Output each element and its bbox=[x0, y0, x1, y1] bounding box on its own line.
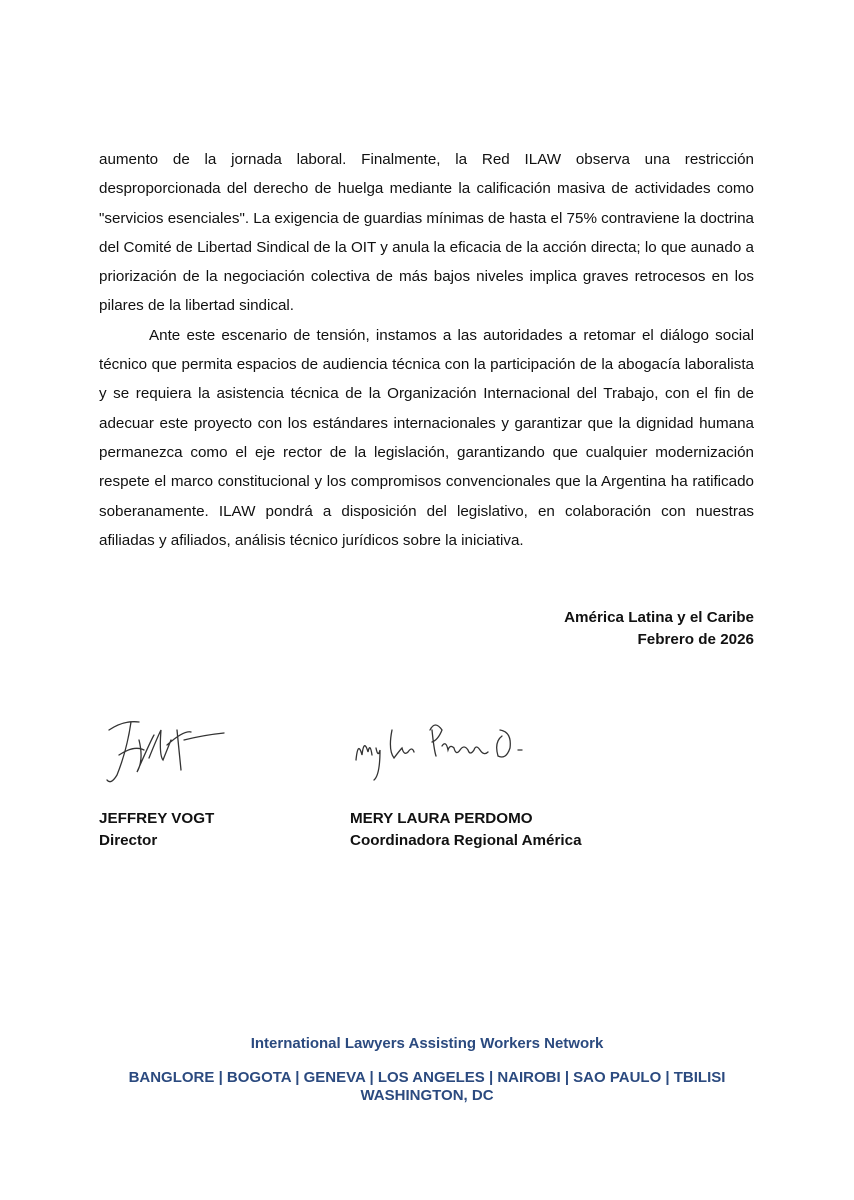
place-date-block bbox=[564, 607, 754, 651]
footer-org-name: International Lawyers Assisting Workers Network bbox=[250, 1035, 604, 1052]
footer-cities-line: WASHINGTON, DC bbox=[360, 1087, 494, 1104]
signature-vogt bbox=[99, 700, 239, 800]
signer-role: Director bbox=[99, 832, 158, 849]
signer-name: JEFFREY VOGT bbox=[99, 810, 215, 827]
closing-place: América Latina y el Caribe bbox=[564, 609, 754, 626]
footer-cities-line: BANGLORE | BOGOTA | GENEVA | LOS ANGELES | NAIROBI | SAO PAULO | TBILISI bbox=[128, 1069, 726, 1086]
signer-name: MERY LAURA PERDOMO bbox=[350, 810, 533, 827]
signature-block-left bbox=[99, 700, 239, 852]
body-paragraph: aumento de la jornada laboral. Finalmente, la Red ILAW observa una restricción desproporcionada del derecho de huelga mediante la calificación masiva de actividades como "servicios esenciales". La exigencia de guardias mínimas de hasta el 75% contraviene la doctrina del Comité de Libertad Sindical de la OIT y anula la eficacia de la acción directa; lo que aunado a priorización de la negociación colectiva de más bajos niveles implica graves retrocesos en los pilares de la libertad sindical. bbox=[99, 151, 754, 315]
signature-block-right bbox=[350, 700, 582, 852]
letter-body bbox=[99, 145, 754, 555]
signer-role: Coordinadora Regional América bbox=[350, 832, 582, 849]
footer-cities bbox=[0, 1069, 854, 1105]
body-paragraph: Ante este escenario de tensión, instamos a las autoridades a retomar el diálogo social técnico que permita espacios de audiencia técnica con la participación de la abogacía laboralista y se requiera la asistencia técnica de la Organización Internacional del Trabajo, con el fin de adecuar este proyecto con los estándares internacionales y garantizar que la dignidad humana permanezca como el eje rector de la legislación, garantizando que cualquier modernización respete el marco constitucional y los compromisos convencionales que la Argentina ha ratificado soberanamente. ILAW pondrá a disposición del legislativo, en colaboración con nuestras afiliadas y afiliados, análisis técnico jurídicos sobre la iniciativa. bbox=[99, 326, 754, 549]
signature-perdomo bbox=[350, 700, 550, 800]
closing-date: Febrero de 2026 bbox=[637, 631, 754, 648]
